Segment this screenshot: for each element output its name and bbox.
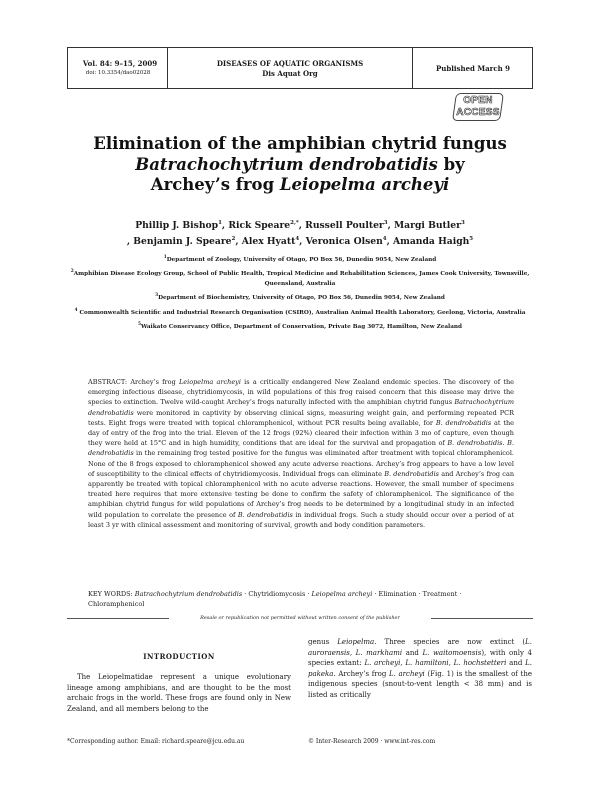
- open-access-badge: [454, 93, 502, 121]
- keyword: · Chytridiomycosis ·: [242, 590, 312, 598]
- abstract-species: Batrachochytrium dendrobatidis: [88, 398, 514, 417]
- affiliation-text: Commonwealth Scientific and Industrial Research Organisation (CSIRO), Australian Animal Health Laboratory, Geelong, Victoria, Australia: [77, 309, 526, 316]
- author-name: , Benjamin J. Speare: [126, 236, 232, 247]
- intro-species: L. archeyi, L. hamiltoni, L. hochstetteri: [364, 659, 507, 668]
- abstract-species: B. dendrobatidis: [237, 510, 293, 519]
- publication-date: Published March 9: [435, 64, 510, 73]
- affiliation: [60, 294, 540, 304]
- affiliation-number: 4: [74, 307, 78, 313]
- intro-text: and: [402, 648, 423, 657]
- badge-line-open: OPEN: [463, 95, 493, 106]
- title-common-name: Archey’s frog: [150, 175, 280, 194]
- journal-name: DISEASES OF AQUATIC ORGANISMS: [216, 59, 364, 68]
- resale-text: Resale or republication not permitted without written consent of the publisher: [200, 615, 400, 621]
- affiliation: [60, 323, 540, 333]
- author-name: , Alex Hyatt: [235, 236, 296, 247]
- affiliation: [60, 309, 540, 319]
- author-affil: 5: [469, 236, 474, 242]
- intro-right-column: [308, 637, 532, 701]
- intro-species: L. auroraensis, L. markhami: [308, 638, 532, 657]
- keyword: Leiopelma archeyi: [311, 590, 373, 598]
- title-line-3: [60, 175, 540, 196]
- divider-rule: [431, 618, 533, 619]
- keywords-label: KEY WORDS:: [88, 590, 135, 598]
- abstract-text: in individual frogs. Such a study should occur over a period of at least 3 yr with clinical assessment and monitoring of survival, growth and body condition parameters.: [88, 510, 514, 529]
- author-affil: 4: [295, 236, 300, 242]
- abstract-text: is a critically endangered New Zealand endemic species. The discovery of the emerging infectious disease, chytridiomycosis, in wild populations of this frog raised concern that this disease may drive the species to extinction. Twelve wild-caught Archey’s frogs naturally infected with the amphibian chytrid fungus: [88, 378, 514, 407]
- affiliation-number: 1: [163, 255, 167, 260]
- abstract-species: B. dendrobatidis. B. dendrobatidis: [88, 439, 515, 458]
- intro-text: . Three species are now extinct (: [374, 638, 526, 646]
- journal-abbreviation: Dis Aquat Org: [262, 69, 318, 78]
- author-list: [60, 218, 540, 250]
- section-heading: INTRODUCTION: [143, 652, 215, 661]
- title-line-2: [60, 155, 540, 176]
- author-name: , Veronica Olsen: [299, 236, 383, 247]
- intro-text: ), with only 4 species extant:: [308, 648, 532, 668]
- affiliation: [60, 256, 540, 266]
- volume-info: Vol. 84: 9–15, 2009: [82, 59, 158, 68]
- keyword: Batrachochytrium dendrobatidis: [134, 590, 243, 598]
- affiliation-text: Department of Zoology, University of Otago, PO Box 56, Dunedin 9054, New Zealand: [166, 257, 437, 263]
- intro-text: genus: [308, 638, 338, 646]
- header-divider: [167, 48, 168, 88]
- article-title: [60, 134, 540, 196]
- keyword: · Elimination · Treatment · Chloramphenicol: [88, 590, 462, 609]
- author-name: , Margi Butler: [387, 220, 461, 231]
- abstract-species: Leiopelma archeyi: [178, 378, 241, 386]
- author-affil: 2,*: [290, 220, 299, 226]
- doi-link[interactable]: doi: 10.3354/dao02028: [85, 70, 151, 76]
- divider-rule: [67, 618, 169, 619]
- abstract-species: B. dendrobatidis: [435, 418, 492, 427]
- intro-text: and: [506, 659, 526, 668]
- intro-species: L. waitomoensis: [422, 648, 482, 657]
- affiliations: [60, 256, 540, 338]
- affiliation-text: Amphibian Disease Ecology Group, School of Public Health, Tropical Medicine and Rehabilitation Sciences, James Cook University, Townsville, Queensland, Australia: [73, 271, 530, 287]
- author-name: , Russell Poulter: [298, 220, 384, 231]
- title-by: by: [437, 154, 465, 174]
- affiliation-number: 5: [137, 322, 141, 328]
- abstract: [88, 377, 514, 530]
- abstract-text: in the remaining frog tested positive for the fungus was eliminated after treatment with topical chloramphenicol. None of the 8 frogs exposed to chloramphenicol showed any acute adverse reactions. Archey’s frog appears to have a low level of susceptibility to the clinical effects of chytridiomycosis. Individual frogs can eliminate: [88, 449, 514, 478]
- abstract-text: were monitored in captivity by observing clinical signs, measuring weight gain, and performing repeated PCR tests. Eight frogs were treated with topical chloramphenicol, without PCR results being available, for: [88, 408, 514, 427]
- author-affil: 3: [383, 220, 388, 226]
- affiliation-number: 3: [155, 293, 159, 299]
- corresponding-author-footnote: *Corresponding author. Email: richard.speare@jcu.edu.au: [67, 738, 245, 745]
- journal-header: [67, 47, 533, 89]
- author-affil: 3: [460, 220, 465, 226]
- title-frog-species: Leiopelma archeyi: [279, 175, 450, 194]
- affiliation: [60, 270, 540, 289]
- affiliation-text: Waikato Conservancy Office, Department of Conservation, Private Bag 3072, Hamilton, New Zealand: [140, 324, 463, 331]
- intro-species: L. pakeka: [308, 659, 532, 678]
- key-words: [88, 589, 514, 609]
- affiliation-text: Department of Biochemistry, University of Otago, PO Box 56, Dunedin 9054, New Zealand: [158, 295, 445, 302]
- title-line-1: Elimination of the amphibian chytrid fungus: [93, 134, 507, 153]
- copyright-notice: © Inter-Research 2009 · www.int-res.com: [308, 738, 436, 745]
- intro-text: . Archey’s frog: [333, 669, 389, 678]
- intro-species: L. archeyi: [389, 669, 425, 678]
- abstract-text: and Archey’s frog can apparently be treated with topical chloramphenicol with no acute adverse reactions. However, the small number of specimens treated here requires that more extensive testing be done to confirm the safety of chloramphenicol. The significance of the amphibian chytrid fungus for wild populations of Archey’s frog needs to be determined by a longitudinal study in an infected wild population to correlate the presence of: [88, 469, 515, 519]
- author-affil: 4: [382, 236, 387, 242]
- abstract-species: B. dendrobatidis: [384, 469, 439, 478]
- intro-text: (Fig. 1) is the smallest of the indigenous species (snout-to-vent length < 38 mm) and is listed as critically: [308, 669, 533, 699]
- title-species: Batrachochytrium dendrobatidis: [135, 154, 438, 174]
- affiliation-number: 2: [70, 269, 74, 275]
- abstract-text: at the day of entry of the frog into the trial. Eleven of the 12 frogs (92%) cleared their infection within 3 mo of capture, even though they were held at 15°C and in high humidity, conditions that are ideal for the survival and propagation of: [88, 418, 515, 448]
- author-name: , Rick Speare: [221, 220, 291, 231]
- intro-left-column: The Leiopelmatidae represent a unique evolutionary lineage among amphibians, and are thought to be the most archaic frogs in the world. These frogs are found only in New Zealand, and all members belong to the: [67, 673, 291, 713]
- badge-line-access: ACCESS: [456, 107, 500, 118]
- author-affil: 1: [218, 220, 222, 226]
- author-affil: 2: [231, 236, 236, 242]
- abstract-text: ABSTRACT: Archey’s frog: [88, 378, 179, 386]
- author-name: Phillip J. Bishop: [135, 220, 219, 231]
- author-name: , Amanda Haigh: [386, 236, 470, 247]
- resale-notice: [67, 613, 533, 623]
- intro-species: Leiopelma: [337, 638, 375, 646]
